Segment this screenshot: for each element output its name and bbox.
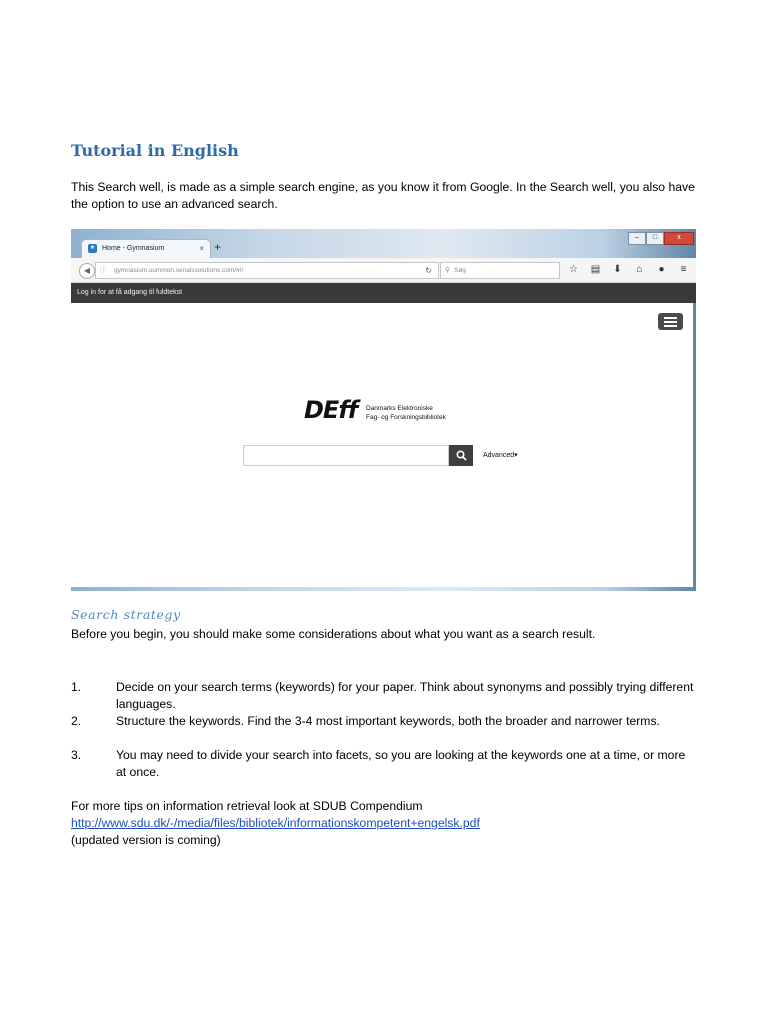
tab-bar [71,229,696,257]
window-controls [628,232,694,245]
toolbar-icons [565,262,692,277]
chat-icon[interactable]: ● [658,264,665,275]
magnifier-icon [456,450,467,461]
reload-icon[interactable]: ↻ [425,266,432,275]
intro-paragraph: This Search well, is made as a simple search engine, as you know it from Google. In the Search well, you also have the option to use an advanced search. [71,180,695,211]
new-tab-button[interactable]: + [214,240,222,254]
advanced-search-link[interactable]: Advanced▾ [483,452,518,459]
tab-close-icon[interactable]: × [199,244,204,253]
doc-title: Tutorial in English [71,141,239,160]
menu-icon[interactable]: ≡ [680,264,687,275]
maximize-button[interactable]: □ [646,232,664,245]
list-number: 1. [71,680,82,694]
section-heading: Search strategy [71,607,181,622]
login-link[interactable]: Log in for at få adgang til fuldtekst [77,289,183,296]
browser-tab[interactable] [81,239,211,258]
tips-paragraph [71,798,591,849]
summon-page [71,303,693,587]
minimize-button[interactable]: – [628,232,646,245]
url-bar[interactable] [95,262,439,279]
main-search-input[interactable] [243,445,449,466]
favicon-icon: ★ [89,245,96,251]
tips-text: For more tips on information retrieval look at SDUB Compendium [71,799,423,813]
section-lead: Before you begin, you should make some considerations about what you want as a search result. [71,627,596,641]
tips-note: (updated version is coming) [71,833,221,847]
home-icon[interactable]: ⌂ [636,264,643,275]
list-item: Structure the keywords. Find the 3-4 most important keywords, both the broader and narrower terms. [116,714,660,728]
download-icon[interactable]: ⬇ [613,264,622,275]
hamburger-menu-button[interactable] [658,313,683,330]
nav-toolbar [71,258,696,283]
browser-search-input[interactable] [440,262,560,279]
info-icon: ⓘ [100,267,107,274]
list-number: 2. [71,714,82,728]
tab-title: Home - Gymnasium [102,245,165,252]
list-number: 3. [71,748,82,762]
back-button[interactable]: ◀ [79,263,95,279]
url-text: gymnasium.summon.serialssolutions.com/#!/ [114,267,244,274]
close-window-button[interactable]: x [664,232,694,245]
login-bar [71,283,696,303]
search-placeholder: Søg [454,267,466,274]
search-icon: ⚲ [445,267,450,274]
clipboard-icon[interactable]: ▤ [590,264,601,275]
list-item: Decide on your search terms (keywords) for your paper. Think about synonyms and possibly trying different languages. [116,680,694,711]
browser-screenshot [71,229,696,591]
compendium-link[interactable]: http://www.sdu.dk/-/media/files/bibliotek/informationskompetent+engelsk.pdf [71,816,480,830]
logo-mark: DEff [304,396,358,424]
logo-line-1: Danmarks Elektroniske [366,405,433,412]
star-icon[interactable]: ☆ [569,264,578,275]
list-item: You may need to divide your search into facets, so you are looking at the keywords one at a time, or more at once. [116,748,686,779]
logo-line-2: Fag- og Forskningsbibliotek [366,414,446,421]
search-button[interactable] [449,445,473,466]
